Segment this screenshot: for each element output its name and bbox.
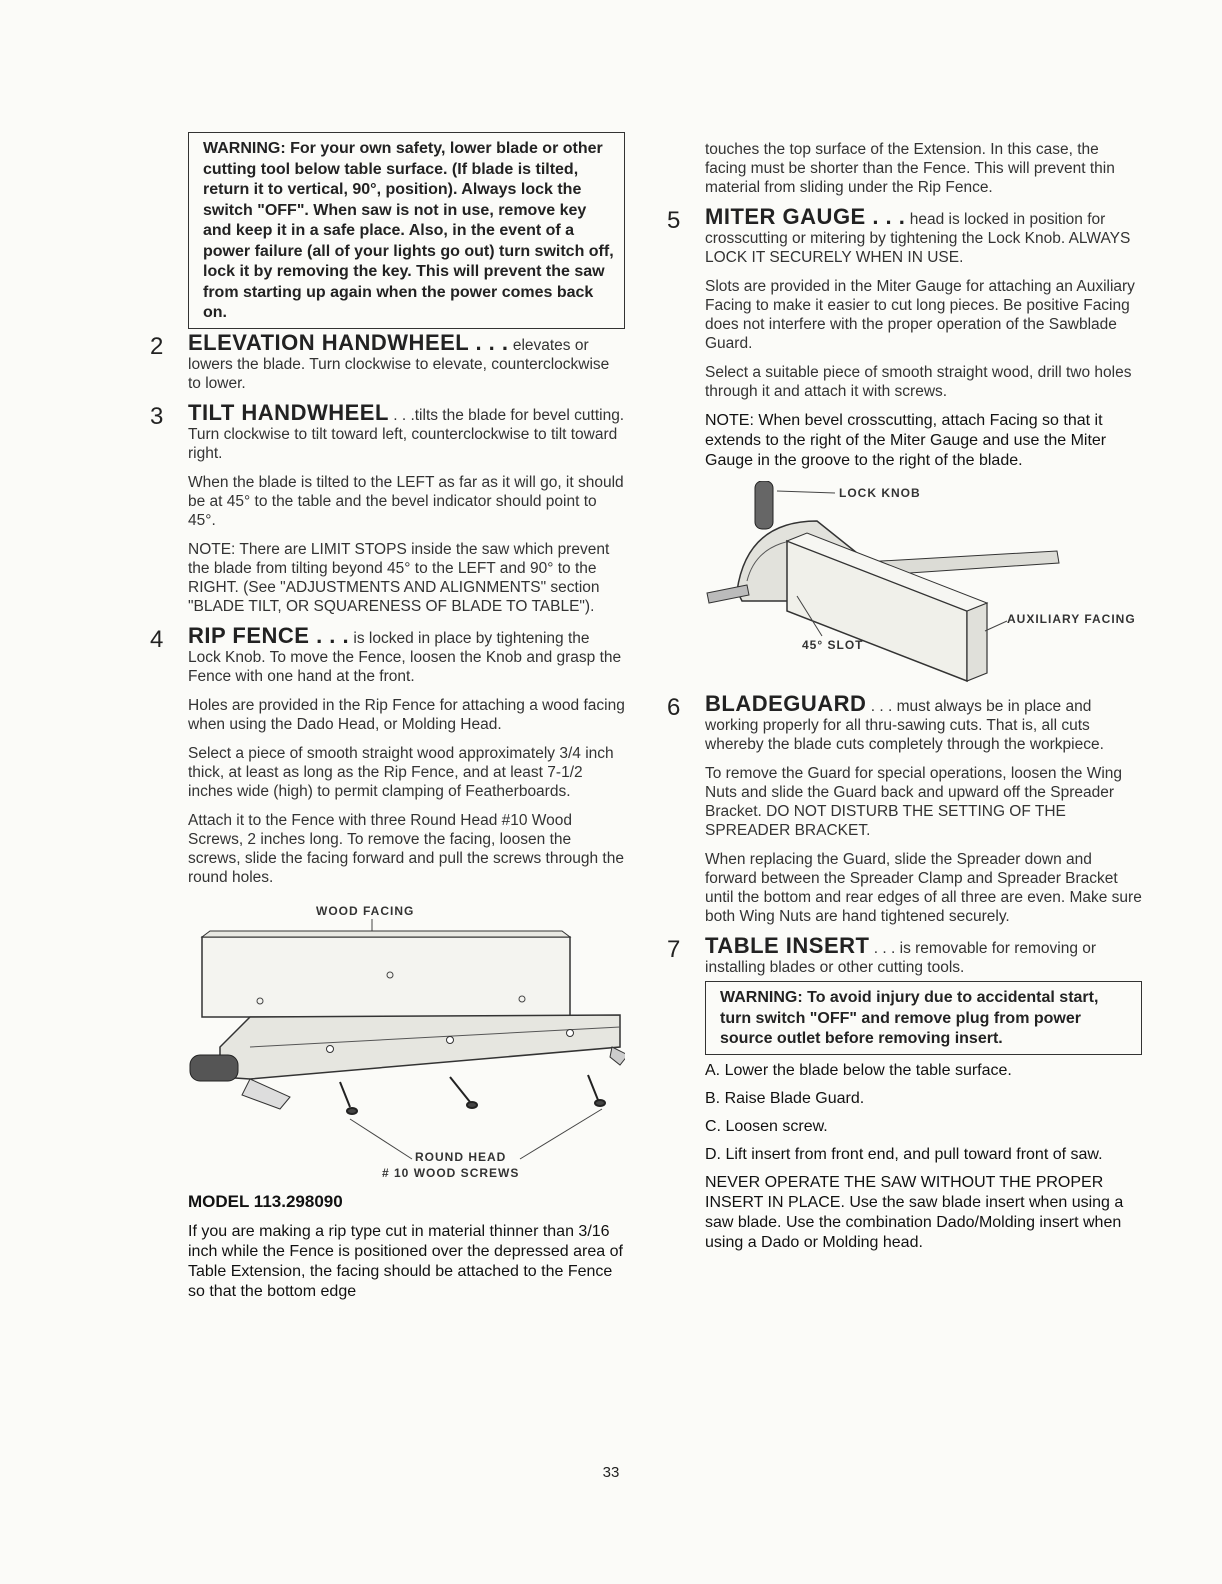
wood-screws-label: # 10 WOOD SCREWS	[382, 1165, 520, 1180]
section-number: 7	[667, 936, 681, 963]
auxiliary-facing-label: AUXILIARY FACING	[1007, 612, 1136, 626]
insert-warning-box: WARNING: To avoid injury due to accidental start, turn switch "OFF" and remove plug from power source outlet before removing insert.	[705, 981, 1142, 1055]
paragraph: When the blade is tilted to the LEFT as far as it will go, it should be at 45° to the table and the bevel indicator should point to 45°.	[188, 473, 624, 529]
step-item: D. Lift insert from front end, and pull toward front of saw.	[705, 1145, 1103, 1163]
safety-warning-box: WARNING: For your own safety, lower blade or other cutting tool below table surface. (If blade is tilted, return it to vertical, 90°, position). Always lock the switch "OFF". When saw is not in use, remove key and keep it in a safe place. Also, in the event of a power failure (all of your lights go out) turn switch off, lock it by removing the key. This will prevent the saw from starting up again when the power comes back on.	[188, 132, 625, 329]
model-paragraph: If you are making a rip type cut in material thinner than 3/16 inch while the Fence is positioned over the depressed area of Table Extension, the facing should be attached to the Fence so that the bottom edge	[188, 1222, 623, 1300]
step-item: C. Loosen screw.	[705, 1117, 828, 1135]
page-number: 33	[602, 1464, 620, 1481]
section-heading: TABLE INSERT	[705, 933, 870, 958]
wood-facing-label: WOOD FACING	[316, 903, 415, 918]
miter-gauge-illustration	[667, 481, 1142, 686]
section-heading: TILT HANDWHEEL	[188, 399, 389, 425]
paragraph: Slots are provided in the Miter Gauge for attaching an Auxiliary Facing to make it easier to cut long pieces. Be positive Facing does not interfere with the proper operation of the Sawblade Guard.	[705, 278, 1135, 352]
model-number: MODEL 113.298090	[188, 1191, 343, 1211]
paragraph: To remove the Guard for special operations, loosen the Wing Nuts and slide the Guard back and upward off the Spreader Bracket. DO NOT DISTURB THE SETTING OF THE SPREADER BRACKET.	[705, 765, 1123, 839]
right-column	[667, 140, 1142, 1263]
section-rip-fence: 4 RIP FENCE . . . is locked in place by tightening the Lock Knob. To move the Fence, loosen the Knob and grasp the Fence with one hand at the front. Holes are provided in the Rip Fence for attaching a wood facing when using the Dado Head, or Molding Head. Select a piece of smooth straight wood approximately 3/4 inch thick, at least as long as the Rip Fence, and at least 7-1/2 inches wide (high) to permit clamping of Featherboards. Attach it to the Fence with three Round Head #10 Wood Screws, 2 inches long. To remove the facing, loosen the screws, slide the facing forward and pull the screws through the round holes.	[150, 622, 625, 886]
section-table-insert: 7 TABLE INSERT . . . is removable for removing or installing blades or other cutting tools.	[667, 933, 1097, 976]
section-heading: RIP FENCE . . .	[188, 622, 350, 648]
slot-label: 45° SLOT	[802, 638, 864, 652]
continued-paragraph: touches the top surface of the Extension. In this case, the facing must be shorter than the Fence. This will prevent thin material from sliding under the Rip Fence.	[705, 141, 1115, 196]
section-number: 6	[667, 694, 681, 721]
section-bladeguard: 6 BLADEGUARD . . . must always be in place and working properly for all thru-sawing cuts. That is, all cuts whereby the blade cuts completely through the workpiece. To remove the Guard for special operations, loosen the Wing Nuts and slide the Guard back and upward off the Spreader Bracket. DO NOT DISTURB THE SETTING OF THE SPREADER BRACKET. When replacing the Guard, slide the Spreader down and forward between the Spreader Clamp and Spreader Bracket until the bottom and rear edges of all three are even. Make sure both Wing Nuts are hand tightened securely.	[667, 691, 1142, 925]
paragraph: Attach it to the Fence with three Round Head #10 Wood Screws, 2 inches long. To remove the facing, loosen the screws, slide the facing forward and pull the screws through the round holes.	[188, 811, 624, 886]
round-head-label: ROUND HEAD	[415, 1149, 507, 1164]
paragraph: Holes are provided in the Rip Fence for attaching a wood facing when using the Dado Head, or Molding Head.	[188, 696, 625, 733]
paragraph: Select a suitable piece of smooth straight wood, drill two holes through it and attach it with screws.	[705, 364, 1132, 400]
section-elevation-handwheel: 2 ELEVATION HANDWHEEL . . . elevates or lowers the blade. Turn clockwise to elevate, counterclockwise to lower.	[150, 329, 610, 392]
paragraph: Select a piece of smooth straight wood approximately 3/4 inch thick, at least as long as the Rip Fence, and at least 7-1/2 inches wide (high) to permit clamping of Featherboards.	[188, 744, 614, 800]
section-miter-gauge: 5 MITER GAUGE . . . head is locked in position for crosscutting or mitering by tightening the Lock Knob. ALWAYS LOCK IT SECURELY WHEN IN USE. Slots are provided in the Miter Gauge for attaching an Auxiliary Facing to make it easier to cut long pieces. Be positive Facing does not interfere with the proper operation of the Sawblade Guard. Select a suitable piece of smooth straight wood, drill two holes through it and attach it with screws. NOTE: When bevel crosscutting, attach Facing so that it extends to the right of the Miter Gauge and use the Miter Gauge in the groove to the right of the blade.	[667, 207, 1142, 471]
section-number: 4	[150, 625, 164, 653]
step-item: B. Raise Blade Guard.	[705, 1089, 865, 1107]
note-paragraph: NOTE: There are LIMIT STOPS inside the saw which prevent the blade from tilting beyond 45° to the LEFT and 90° to the RIGHT. (See "ADJUSTMENTS AND ALIGNMENTS" section "BLADE TILT, OR SQUARENESS OF BLADE TO TABLE").	[188, 540, 610, 615]
lock-knob-label: LOCK KNOB	[839, 486, 921, 500]
paragraph: When replacing the Guard, slide the Spreader down and forward between the Spreader Clamp and Spreader Bracket until the bottom and rear edges of all three are even. Make sure both Wing Nuts are hand tightened securely.	[705, 851, 1142, 925]
section-number: 5	[667, 207, 681, 234]
section-heading: MITER GAUGE . . .	[705, 204, 906, 229]
wood-facing-illustration	[150, 897, 625, 1182]
final-paragraph: NEVER OPERATE THE SAW WITHOUT THE PROPER INSERT IN PLACE. Use the saw blade insert when using a saw blade. Use the combination Dado/Molding insert when using a Dado or Molding head.	[705, 1173, 1124, 1251]
section-number: 3	[150, 402, 164, 430]
step-item: A. Lower the blade below the table surface.	[705, 1061, 1012, 1079]
note-paragraph: NOTE: When bevel crosscutting, attach Facing so that it extends to the right of the Miter Gauge and use the Miter Gauge in the groove to the right of the blade.	[705, 412, 1107, 469]
section-heading: ELEVATION HANDWHEEL . . .	[188, 329, 509, 355]
section-tilt-handwheel: 3 TILT HANDWHEEL . . .tilts the blade for bevel cutting. Turn clockwise to tilt toward left, counterclockwise to tilt toward right. When the blade is tilted to the LEFT as far as it will go, it should be at 45° to the table and the bevel indicator should point to 45°. NOTE: There are LIMIT STOPS inside the saw which prevent the blade from tilting beyond 45° to the LEFT and 90° to the RIGHT. (See "ADJUSTMENTS AND ALIGNMENTS" section "BLADE TILT, OR SQUARENESS OF BLADE TO TABLE").	[150, 399, 625, 615]
section-number: 2	[150, 332, 164, 360]
section-heading: BLADEGUARD	[705, 691, 867, 716]
left-column	[150, 132, 625, 1312]
